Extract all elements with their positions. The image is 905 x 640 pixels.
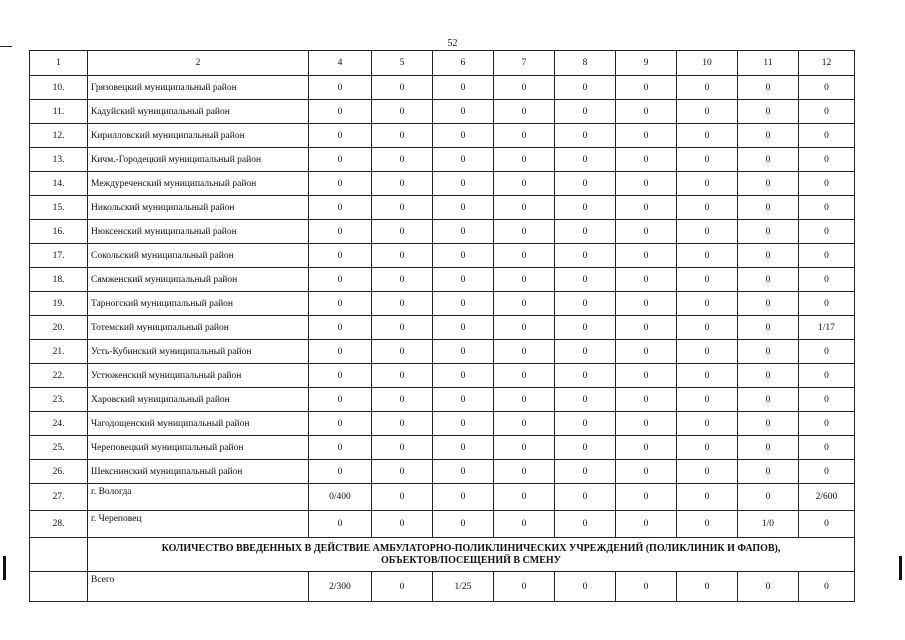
value-cell: 0	[555, 220, 616, 244]
value-cell: 0	[309, 364, 372, 388]
value-cell: 0	[309, 100, 372, 124]
section-title	[88, 538, 855, 572]
value-cell: 0	[555, 316, 616, 340]
table-row	[30, 436, 855, 460]
value-cell: 0	[309, 244, 372, 268]
value-cell: 0	[799, 292, 855, 316]
value-cell: 0	[738, 220, 799, 244]
value-cell: 0	[677, 220, 738, 244]
value-cell: 0	[738, 292, 799, 316]
column-header: 5	[372, 51, 433, 76]
district-name: Междуреченский муниципальный район	[88, 172, 309, 196]
value-cell: 0	[799, 436, 855, 460]
value-cell: 0	[738, 148, 799, 172]
row-number: 15.	[30, 196, 88, 220]
district-table	[29, 50, 855, 602]
row-number: 17.	[30, 244, 88, 268]
row-number: 14.	[30, 172, 88, 196]
value-cell: 0	[555, 244, 616, 268]
row-number: 23.	[30, 388, 88, 412]
table-row	[30, 460, 855, 484]
value-cell: 0	[738, 412, 799, 436]
value-cell: 0	[555, 172, 616, 196]
value-cell: 0	[799, 76, 855, 100]
table-row	[30, 340, 855, 364]
value-cell: 0	[309, 388, 372, 412]
table-row	[30, 100, 855, 124]
value-cell: 0	[372, 100, 433, 124]
value-cell: 0	[372, 196, 433, 220]
value-cell: 0	[494, 364, 555, 388]
value-cell: 0	[799, 100, 855, 124]
value-cell: 0	[494, 244, 555, 268]
value-cell: 0	[616, 76, 677, 100]
table-row	[30, 196, 855, 220]
value-cell: 0	[799, 511, 855, 538]
value-cell: 0	[555, 340, 616, 364]
table-row	[30, 268, 855, 292]
value-cell: 0	[616, 388, 677, 412]
total-value-cell: 0	[616, 572, 677, 602]
value-cell: 0	[494, 340, 555, 364]
value-cell: 0	[799, 196, 855, 220]
district-name: Череповецкий муниципальный район	[88, 436, 309, 460]
value-cell: 0	[738, 484, 799, 511]
value-cell: 0	[677, 100, 738, 124]
value-cell: 0	[738, 124, 799, 148]
column-header: 12	[799, 51, 855, 76]
value-cell: 0	[309, 220, 372, 244]
value-cell: 0	[433, 244, 494, 268]
value-cell: 0	[616, 436, 677, 460]
value-cell: 0	[494, 292, 555, 316]
value-cell: 0	[555, 484, 616, 511]
value-cell: 0	[309, 172, 372, 196]
district-name: Нюксенский муниципальный район	[88, 220, 309, 244]
value-cell: 0	[738, 172, 799, 196]
page-number: 52	[447, 38, 458, 49]
column-header: 9	[616, 51, 677, 76]
district-name: Кирилловский муниципальный район	[88, 124, 309, 148]
value-cell: 0	[799, 388, 855, 412]
value-cell: 0	[555, 364, 616, 388]
column-header: 10	[677, 51, 738, 76]
value-cell: 0	[372, 244, 433, 268]
value-cell: 0	[677, 388, 738, 412]
value-cell: 0	[372, 292, 433, 316]
value-cell: 0	[677, 268, 738, 292]
value-cell: 0	[738, 244, 799, 268]
value-cell: 0	[372, 316, 433, 340]
value-cell: 0	[616, 244, 677, 268]
header-row	[30, 51, 855, 76]
table-row	[30, 511, 855, 538]
value-cell: 0	[309, 436, 372, 460]
total-value-cell: 0	[494, 572, 555, 602]
district-name: Никольский муниципальный район	[88, 196, 309, 220]
value-cell: 0	[799, 220, 855, 244]
district-name: Кичм.-Городецкий муниципальный район	[88, 148, 309, 172]
value-cell: 0	[677, 124, 738, 148]
district-name: Тарногский муниципальный район	[88, 292, 309, 316]
value-cell: 0	[433, 340, 494, 364]
value-cell: 0	[494, 436, 555, 460]
value-cell: 0	[555, 388, 616, 412]
value-cell: 0	[433, 316, 494, 340]
value-cell: 0	[555, 76, 616, 100]
value-cell: 0	[677, 196, 738, 220]
value-cell: 0	[433, 100, 494, 124]
district-name: г. Череповец	[88, 511, 309, 538]
total-value-cell: 0	[799, 572, 855, 602]
section-empty-cell	[30, 538, 88, 572]
margin-mark	[0, 46, 12, 47]
row-number: 20.	[30, 316, 88, 340]
value-cell: 0	[433, 484, 494, 511]
row-number: 24.	[30, 412, 88, 436]
value-cell: 0	[494, 388, 555, 412]
value-cell: 0	[799, 148, 855, 172]
district-name: Тотемский муниципальный район	[88, 316, 309, 340]
value-cell: 0/400	[309, 484, 372, 511]
table-row	[30, 388, 855, 412]
value-cell: 1/17	[799, 316, 855, 340]
column-header: 2	[88, 51, 309, 76]
value-cell: 0	[555, 412, 616, 436]
value-cell: 0	[433, 511, 494, 538]
value-cell: 0	[372, 172, 433, 196]
district-name: Усть-Кубинский муниципальный район	[88, 340, 309, 364]
value-cell: 0	[677, 316, 738, 340]
total-value-cell: 0	[677, 572, 738, 602]
value-cell: 0	[309, 292, 372, 316]
row-number: 10.	[30, 76, 88, 100]
value-cell: 0	[677, 172, 738, 196]
value-cell: 0	[494, 511, 555, 538]
value-cell: 0	[433, 172, 494, 196]
value-cell: 0	[433, 76, 494, 100]
row-number: 16.	[30, 220, 88, 244]
value-cell: 0	[433, 460, 494, 484]
value-cell: 0	[616, 196, 677, 220]
value-cell: 0	[433, 220, 494, 244]
value-cell: 0	[616, 316, 677, 340]
value-cell: 0	[372, 436, 433, 460]
value-cell: 0	[372, 340, 433, 364]
row-number: 11.	[30, 100, 88, 124]
value-cell: 0	[738, 76, 799, 100]
table-row	[30, 172, 855, 196]
value-cell: 0	[433, 268, 494, 292]
value-cell: 0	[738, 196, 799, 220]
value-cell: 0	[738, 460, 799, 484]
table-row	[30, 244, 855, 268]
value-cell: 0	[494, 460, 555, 484]
value-cell: 0	[799, 364, 855, 388]
value-cell: 0	[372, 412, 433, 436]
table-row	[30, 484, 855, 511]
value-cell: 0	[309, 412, 372, 436]
section-row	[30, 538, 855, 572]
table-row	[30, 316, 855, 340]
row-number: 13.	[30, 148, 88, 172]
value-cell: 0	[372, 220, 433, 244]
value-cell: 0	[372, 124, 433, 148]
value-cell: 0	[309, 460, 372, 484]
value-cell: 0	[677, 460, 738, 484]
value-cell: 0	[433, 436, 494, 460]
table-row	[30, 148, 855, 172]
table-row	[30, 364, 855, 388]
value-cell: 0	[372, 388, 433, 412]
value-cell: 0	[677, 244, 738, 268]
value-cell: 0	[494, 316, 555, 340]
value-cell: 0	[677, 292, 738, 316]
total-value-cell: 0	[738, 572, 799, 602]
table-row	[30, 124, 855, 148]
value-cell: 0	[433, 196, 494, 220]
value-cell: 0	[494, 148, 555, 172]
column-header: 4	[309, 51, 372, 76]
table-row	[30, 76, 855, 100]
value-cell: 0	[616, 220, 677, 244]
value-cell: 0	[738, 100, 799, 124]
value-cell: 0	[494, 220, 555, 244]
value-cell: 0	[677, 484, 738, 511]
value-cell: 0	[433, 292, 494, 316]
value-cell: 0	[738, 268, 799, 292]
value-cell: 0	[309, 316, 372, 340]
value-cell: 0	[555, 511, 616, 538]
value-cell: 0	[738, 316, 799, 340]
district-name: Кадуйский муниципальный район	[88, 100, 309, 124]
value-cell: 0	[616, 511, 677, 538]
column-header: 7	[494, 51, 555, 76]
value-cell: 0	[677, 412, 738, 436]
value-cell: 0	[372, 76, 433, 100]
value-cell: 0	[738, 436, 799, 460]
district-name: Сокольский муниципальный район	[88, 244, 309, 268]
section-title-line: ОБЪЕКТОВ/ПОСЕЩЕНИЙ В СМЕНУ	[380, 554, 562, 566]
column-header: 8	[555, 51, 616, 76]
total-row	[30, 572, 855, 602]
table-row	[30, 292, 855, 316]
column-header: 1	[30, 51, 88, 76]
value-cell: 0	[309, 76, 372, 100]
value-cell: 0	[555, 436, 616, 460]
total-value-cell: 0	[372, 572, 433, 602]
value-cell: 0	[494, 484, 555, 511]
value-cell: 0	[433, 364, 494, 388]
value-cell: 0	[494, 100, 555, 124]
column-header: 11	[738, 51, 799, 76]
value-cell: 0	[616, 148, 677, 172]
value-cell: 0	[677, 436, 738, 460]
row-number: 12.	[30, 124, 88, 148]
value-cell: 0	[494, 196, 555, 220]
value-cell: 0	[555, 148, 616, 172]
value-cell: 0	[616, 340, 677, 364]
value-cell: 0	[738, 364, 799, 388]
value-cell: 0	[799, 340, 855, 364]
row-number: 27.	[30, 484, 88, 511]
value-cell: 0	[309, 196, 372, 220]
value-cell: 0	[738, 388, 799, 412]
value-cell: 0	[616, 412, 677, 436]
value-cell: 0	[677, 364, 738, 388]
value-cell: 0	[372, 364, 433, 388]
value-cell: 1/0	[738, 511, 799, 538]
value-cell: 0	[799, 412, 855, 436]
value-cell: 0	[555, 268, 616, 292]
value-cell: 0	[738, 340, 799, 364]
total-value-cell: 1/25	[433, 572, 494, 602]
district-name: Грязовецкий муниципальный район	[88, 76, 309, 100]
value-cell: 0	[616, 364, 677, 388]
row-number: 22.	[30, 364, 88, 388]
value-cell: 0	[309, 340, 372, 364]
row-number: 28.	[30, 511, 88, 538]
value-cell: 0	[372, 148, 433, 172]
value-cell: 0	[799, 172, 855, 196]
district-name: Сямженский муниципальный район	[88, 268, 309, 292]
value-cell: 0	[372, 484, 433, 511]
value-cell: 0	[555, 460, 616, 484]
value-cell: 0	[616, 100, 677, 124]
value-cell: 0	[555, 196, 616, 220]
value-cell: 0	[309, 124, 372, 148]
value-cell: 0	[309, 148, 372, 172]
district-name: Устюженский муниципальный район	[88, 364, 309, 388]
value-cell: 0	[616, 268, 677, 292]
value-cell: 0	[494, 76, 555, 100]
row-number: 21.	[30, 340, 88, 364]
district-name: Харовский муниципальный район	[88, 388, 309, 412]
district-name: Шекснинский муниципальный район	[88, 460, 309, 484]
value-cell: 0	[677, 148, 738, 172]
value-cell: 0	[799, 268, 855, 292]
total-label: Всего	[88, 572, 309, 602]
value-cell: 0	[555, 100, 616, 124]
column-header: 6	[433, 51, 494, 76]
scan-edge-mark-left	[3, 556, 6, 580]
value-cell: 0	[555, 292, 616, 316]
value-cell: 0	[799, 460, 855, 484]
value-cell: 0	[677, 511, 738, 538]
value-cell: 0	[677, 76, 738, 100]
value-cell: 0	[494, 268, 555, 292]
value-cell: 0	[372, 268, 433, 292]
value-cell: 0	[677, 340, 738, 364]
value-cell: 0	[433, 388, 494, 412]
district-name: Чагодощенский муниципальный район	[88, 412, 309, 436]
table-row	[30, 412, 855, 436]
value-cell: 0	[799, 244, 855, 268]
row-number: 18.	[30, 268, 88, 292]
value-cell: 0	[616, 292, 677, 316]
table-row	[30, 220, 855, 244]
value-cell: 0	[494, 412, 555, 436]
district-name: г. Вологда	[88, 484, 309, 511]
section-title-line: КОЛИЧЕСТВО ВВЕДЕННЫХ В ДЕЙСТВИЕ АМБУЛАТОРНО-ПОЛИКЛИНИЧЕСКИХ УЧРЕЖДЕНИЙ (ПОЛИКЛИНИК И ФАПОВ),	[161, 542, 781, 554]
row-number: 25.	[30, 436, 88, 460]
value-cell: 0	[616, 484, 677, 511]
row-number: 26.	[30, 460, 88, 484]
value-cell: 0	[494, 172, 555, 196]
value-cell: 0	[433, 148, 494, 172]
value-cell: 0	[616, 460, 677, 484]
value-cell: 0	[494, 124, 555, 148]
value-cell: 0	[555, 124, 616, 148]
value-cell: 0	[616, 172, 677, 196]
total-empty-cell	[30, 572, 88, 602]
row-number: 19.	[30, 292, 88, 316]
value-cell: 0	[309, 268, 372, 292]
total-value-cell: 0	[555, 572, 616, 602]
value-cell: 0	[372, 460, 433, 484]
value-cell: 2/600	[799, 484, 855, 511]
scan-edge-mark-right	[899, 556, 902, 580]
value-cell: 0	[433, 124, 494, 148]
total-value-cell: 2/300	[309, 572, 372, 602]
value-cell: 0	[433, 412, 494, 436]
value-cell: 0	[372, 511, 433, 538]
value-cell: 0	[799, 124, 855, 148]
value-cell: 0	[309, 511, 372, 538]
value-cell: 0	[616, 124, 677, 148]
